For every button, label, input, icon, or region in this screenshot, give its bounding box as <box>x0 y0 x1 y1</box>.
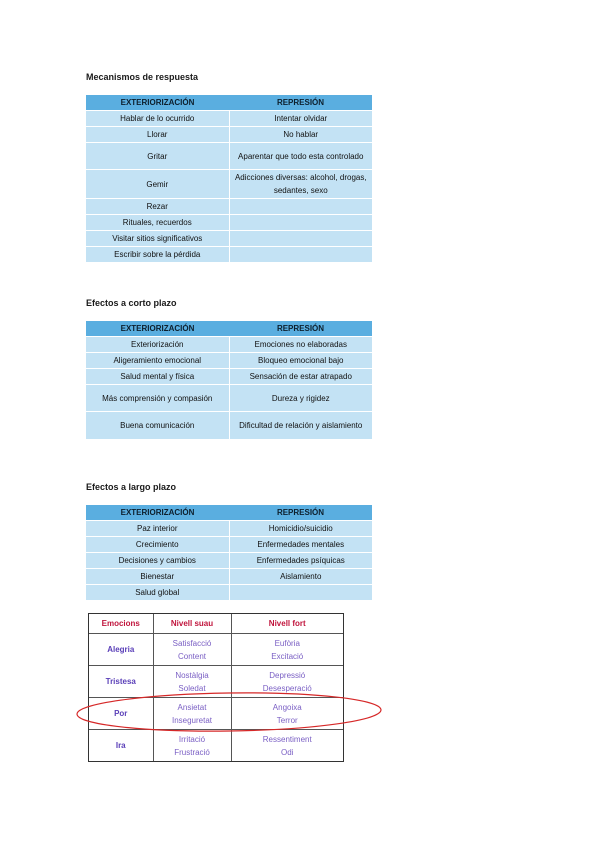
table-row <box>86 412 372 439</box>
cell-exteriorizacion: Decisiones y cambios <box>86 553 229 569</box>
soft-level-cell <box>153 634 231 666</box>
cell-exteriorizacion: Salud mental y física <box>86 369 229 385</box>
table-row <box>86 247 372 263</box>
cell-represion: Enfermedades mentales <box>229 537 372 553</box>
soft-level-value: Soledat <box>178 683 206 693</box>
soft-level-cell <box>153 730 231 761</box>
soft-level-value: Ansietat <box>177 702 207 712</box>
strong-level-value: Ressentiment <box>262 734 312 744</box>
cell-exteriorizacion: Visitar sitios significativos <box>86 231 229 247</box>
cell-represion: Sensación de estar atrapado <box>229 369 372 385</box>
section-title-largo-plazo: Efectos a largo plazo <box>86 482 177 492</box>
table-row <box>86 585 372 601</box>
table-row <box>86 111 372 127</box>
table-row <box>86 553 372 569</box>
soft-level-value: Content <box>177 651 207 661</box>
soft-level-value: Satisfacció <box>172 638 212 648</box>
cell-represion: No hablar <box>229 127 372 143</box>
header-exteriorizacion: EXTERIORIZACIÓN <box>86 505 229 521</box>
section-title-mecanismos: Mecanismos de respuesta <box>86 72 199 82</box>
strong-level-value: Eufòria <box>274 638 300 648</box>
table-row <box>89 666 343 698</box>
table-row <box>86 385 372 412</box>
table-row <box>86 231 372 247</box>
emotions-table-image <box>88 613 344 762</box>
cell-represion: Enfermedades psíquicas <box>229 553 372 569</box>
emotion-tristesa: Tristesa <box>89 666 153 698</box>
table-row <box>86 537 372 553</box>
cell-represion: Dureza y rigidez <box>229 385 372 412</box>
cell-represion: Adicciones diversas: alcohol, drogas, sedantes, sexo <box>229 170 372 199</box>
cell-exteriorizacion: Buena comunicación <box>86 412 229 439</box>
strong-level-value: Odi <box>281 747 294 757</box>
strong-level-value: Desesperació <box>262 683 312 693</box>
cell-exteriorizacion: Gemir <box>86 170 229 199</box>
cell-exteriorizacion: Paz interior <box>86 521 229 537</box>
table-corto-plazo <box>86 321 372 439</box>
cell-exteriorizacion: Hablar de lo ocurrido <box>86 111 229 127</box>
table-row <box>86 353 372 369</box>
cell-exteriorizacion: Crecimiento <box>86 537 229 553</box>
strong-level-cell <box>231 730 343 761</box>
cell-represion: Dificultad de relación y aislamiento <box>229 412 372 439</box>
emotion-por: Por <box>89 698 153 730</box>
table-row <box>86 215 372 231</box>
cell-represion: Intentar olvidar <box>229 111 372 127</box>
cell-represion <box>229 199 372 215</box>
cell-exteriorizacion: Llorar <box>86 127 229 143</box>
emotion-ira: Ira <box>89 730 153 761</box>
cell-exteriorizacion: Rezar <box>86 199 229 215</box>
cell-exteriorizacion: Escribir sobre la pérdida <box>86 247 229 263</box>
table-row <box>86 521 372 537</box>
table-row <box>86 337 372 353</box>
header-exteriorizacion: EXTERIORIZACIÓN <box>86 321 229 337</box>
soft-level-value: Irritació <box>178 734 206 744</box>
table-row <box>89 730 343 761</box>
table-mecanismos <box>86 95 372 262</box>
header-exteriorizacion: EXTERIORIZACIÓN <box>86 95 229 111</box>
cell-exteriorizacion: Más comprensión y compasión <box>86 385 229 412</box>
table-row <box>86 143 372 170</box>
header-nivell-suau: Nivell suau <box>153 614 231 634</box>
header-represion: REPRESIÓN <box>229 95 372 111</box>
header-nivell-fort: Nivell fort <box>231 614 343 634</box>
table-row <box>86 369 372 385</box>
header-represion: REPRESIÓN <box>229 505 372 521</box>
cell-exteriorizacion: Aligeramiento emocional <box>86 353 229 369</box>
soft-level-cell <box>153 698 231 730</box>
soft-level-cell <box>153 666 231 698</box>
strong-level-value: Depressió <box>269 670 306 680</box>
cell-represion <box>229 215 372 231</box>
table-row <box>86 199 372 215</box>
table-row <box>86 569 372 585</box>
cell-represion <box>229 247 372 263</box>
cell-exteriorizacion: Bienestar <box>86 569 229 585</box>
table-largo-plazo <box>86 505 372 600</box>
cell-exteriorizacion: Rituales, recuerdos <box>86 215 229 231</box>
strong-level-value: Angoixa <box>272 702 302 712</box>
table-row <box>89 698 343 730</box>
header-emocions: Emocions <box>89 614 153 634</box>
cell-represion: Bloqueo emocional bajo <box>229 353 372 369</box>
soft-level-value: Nostàlgia <box>175 670 209 680</box>
cell-represion: Aislamiento <box>229 569 372 585</box>
cell-represion: Emociones no elaboradas <box>229 337 372 353</box>
strong-level-value: Terror <box>276 715 298 725</box>
cell-represion <box>229 585 372 601</box>
cell-represion: Aparentar que todo esta controlado <box>229 143 372 170</box>
cell-exteriorizacion: Gritar <box>86 143 229 170</box>
table-row <box>86 127 372 143</box>
strong-level-cell <box>231 666 343 698</box>
cell-represion <box>229 231 372 247</box>
strong-level-cell <box>231 698 343 730</box>
cell-exteriorizacion: Exteriorización <box>86 337 229 353</box>
table-row <box>89 634 343 666</box>
cell-exteriorizacion: Salud global <box>86 585 229 601</box>
header-represion: REPRESIÓN <box>229 321 372 337</box>
soft-level-value: Inseguretat <box>171 715 213 725</box>
cell-represion: Homicidio/suicidio <box>229 521 372 537</box>
section-title-corto-plazo: Efectos a corto plazo <box>86 298 177 308</box>
strong-level-value: Excitació <box>271 651 304 661</box>
emotion-alegria: Alegria <box>89 634 153 666</box>
soft-level-value: Frustració <box>174 747 210 757</box>
strong-level-cell <box>231 634 343 666</box>
table-row <box>86 170 372 199</box>
